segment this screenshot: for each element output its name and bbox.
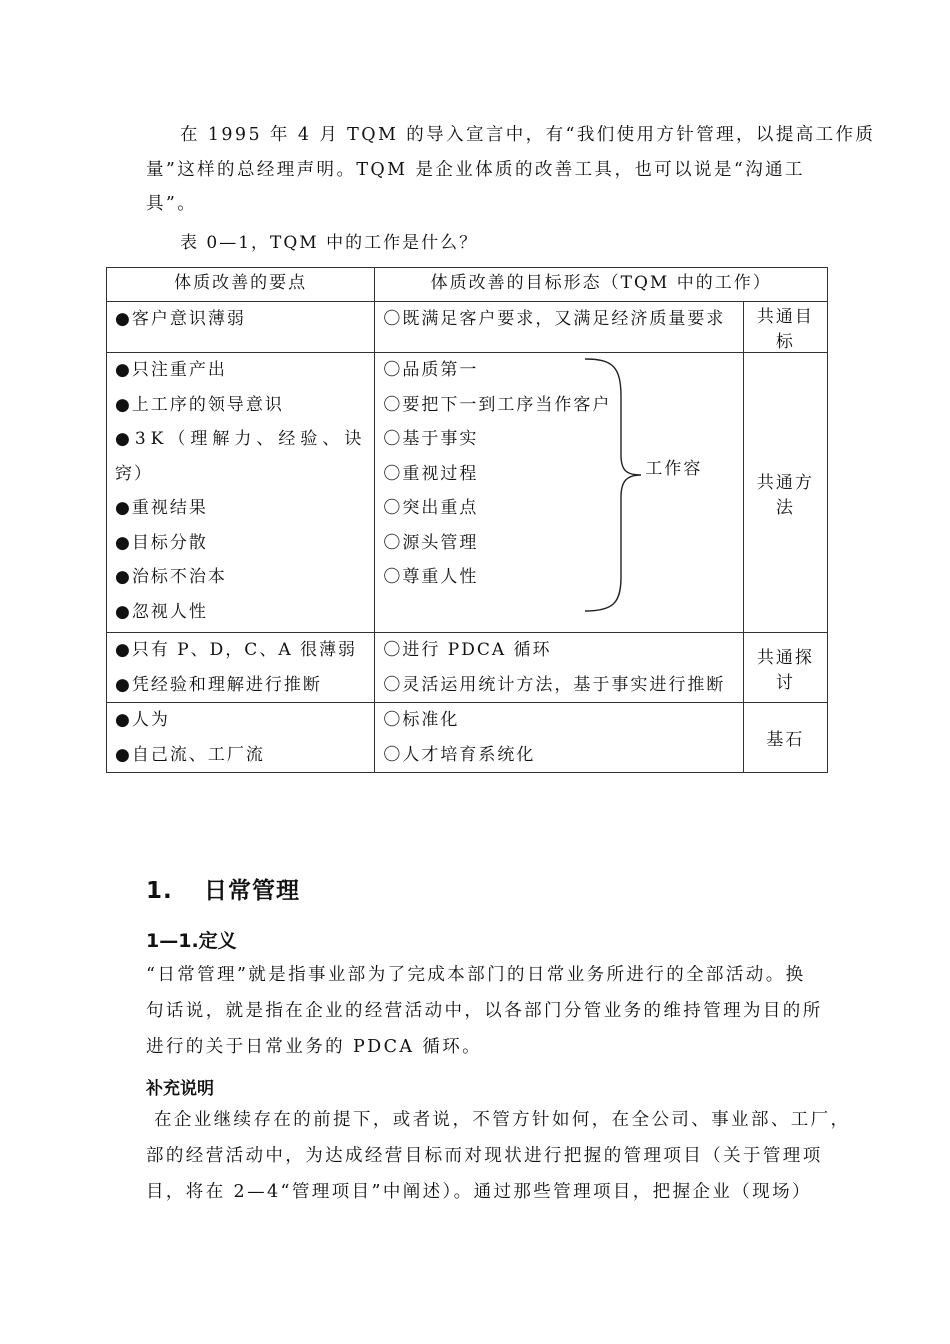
goal-item: 〇突出重点 — [383, 498, 479, 518]
goal-item: 〇重视过程 — [383, 463, 479, 484]
definition-paragraph — [146, 957, 823, 1065]
subsection-heading: 1—1.定义 — [146, 930, 237, 952]
point-item: ●目标分散 — [115, 532, 208, 553]
table-row — [107, 633, 828, 703]
goal-item: 〇人才培育系统化 — [383, 744, 536, 765]
goal-item: 〇进行 PDCA 循环 — [383, 640, 552, 660]
point-item: ●上工序的领导意识 — [115, 394, 284, 415]
category-cell: 共通探讨 — [743, 633, 827, 703]
section-number: 1. — [146, 878, 173, 904]
goals-cell — [375, 353, 743, 633]
point-item: ●客户意识薄弱 — [115, 309, 246, 329]
header-goals: 体质改善的目标形态（TQM 中的工作） — [375, 268, 828, 302]
table-header-row — [107, 268, 828, 302]
curly-brace-icon — [583, 357, 643, 613]
supplement-line: 目，将在 2—4“管理项目”中阐述）。通过那些管理项目，把握企业（现场） — [146, 1182, 812, 1202]
intro-line: 在 1995 年 4 月 TQM 的导入宣言中，有“我们使用方针管理，以提高工作质 — [180, 125, 876, 145]
intro-line: 量”这样的总经理声明。TQM 是企业体质的改善工具，也可以说是“沟通工 — [146, 159, 805, 180]
points-cell — [107, 633, 375, 703]
definition-line: “日常管理”就是指事业部为了完成本部门的日常业务所进行的全部活动。换 — [146, 965, 806, 985]
goal-item: 〇尊重人性 — [383, 567, 479, 587]
section-heading — [146, 872, 300, 905]
point-item: ●只注重产出 — [115, 360, 227, 380]
goal-item: 〇要把下一到工序当作客户 — [383, 394, 612, 415]
goal-item: 〇品质第一 — [383, 360, 479, 380]
tqm-work-table — [106, 267, 828, 773]
category-cell: 共通方法 — [743, 353, 827, 633]
supplement-line: 在企业继续存在的前提下，或者说，不管方针如何，在全公司、事业部、工厂， — [146, 1110, 851, 1130]
definition-line: 进行的关于日常业务的 PDCA 循环。 — [146, 1037, 483, 1057]
point-item: 窍） — [115, 463, 153, 484]
brace-label: 工作容 — [645, 459, 703, 479]
points-cell — [107, 302, 375, 353]
table-caption: 表 0—1，TQM 中的工作是什么？ — [180, 233, 479, 253]
supplement-line: 部的经营活动中，为达成经营目标而对现状进行把握的管理项目（关于管理项 — [146, 1146, 823, 1166]
table-row — [107, 302, 828, 353]
intro-line: 具”。 — [146, 194, 198, 214]
goal-item: 〇标准化 — [383, 710, 460, 730]
goal-item: 〇既满足客户要求，又满足经济质量要求 — [383, 309, 726, 329]
point-item: ●凭经验和理解进行推断 — [115, 674, 322, 695]
goal-item: 〇源头管理 — [383, 532, 479, 553]
intro-paragraph — [146, 118, 876, 222]
point-item: ●3K（理解力、经验、诀 — [115, 429, 367, 449]
supplement-paragraph — [146, 1102, 851, 1210]
goals-cell — [375, 633, 743, 703]
points-cell — [107, 353, 375, 633]
section-title: 日常管理 — [204, 878, 300, 904]
points-cell — [107, 703, 375, 773]
header-points: 体质改善的要点 — [107, 268, 375, 302]
point-item: ●自己流、工厂流 — [115, 744, 265, 765]
goals-cell — [375, 703, 743, 773]
category-cell: 共通目标 — [743, 302, 827, 353]
category-cell: 基石 — [743, 703, 827, 773]
point-item: ●忽视人性 — [115, 601, 208, 622]
goal-item: 〇灵活运用统计方法，基于事实进行推断 — [383, 674, 726, 695]
goal-item: 〇基于事实 — [383, 429, 479, 449]
table-row — [107, 353, 828, 633]
point-item: ●重视结果 — [115, 498, 208, 518]
goals-cell — [375, 302, 743, 353]
point-item: ●治标不治本 — [115, 567, 227, 587]
supplement-heading: 补充说明 — [146, 1079, 214, 1099]
point-item: ●只有 P、D，C、A 很薄弱 — [115, 640, 357, 660]
point-item: ●人为 — [115, 710, 170, 730]
table-row — [107, 703, 828, 773]
definition-line: 句话说，就是指在企业的经营活动中，以各部门分管业务的维持管理为目的所 — [146, 1001, 823, 1021]
